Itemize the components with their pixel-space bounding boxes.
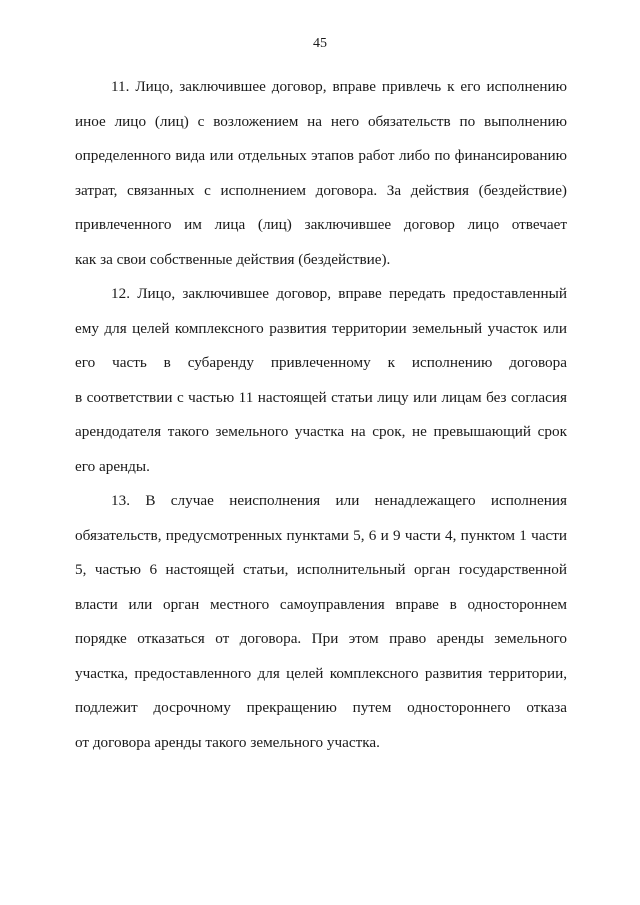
- text-line: его аренды.: [75, 457, 150, 475]
- text-line: 11. Лицо, заключившее договор, вправе привлечь к его исполнению: [111, 78, 567, 95]
- text-line: определенного вида или отдельных этапов работ либо по финансированию: [75, 147, 567, 164]
- paragraph-12: [75, 277, 567, 484]
- text-line: 12. Лицо, заключившее договор, вправе передать предоставленный: [111, 285, 567, 302]
- text-line: порядке отказаться от договора. При этом право аренды земельного: [75, 630, 567, 647]
- text-line: иное лицо (лиц) с возложением на него обязательств по выполнению: [75, 112, 567, 130]
- text-line: власти или орган местного самоуправления вправе в одностороннем: [75, 595, 567, 613]
- text-line: 13. В случае неисполнения или ненадлежащего исполнения: [111, 492, 567, 509]
- text-line: в соответствии с частью 11 настоящей статьи лицу или лицам без согласия: [75, 388, 567, 406]
- document-body: [75, 70, 567, 760]
- paragraph-13: [75, 484, 567, 760]
- text-line: подлежит досрочному прекращению путем одностороннего отказа: [75, 699, 567, 716]
- text-line: его часть в субаренду привлеченному к исполнению договора: [75, 354, 567, 371]
- text-line: арендодателя такого земельного участка на срок, не превышающий срок: [75, 423, 567, 440]
- text-line: ему для целей комплексного развития территории земельный участок или: [75, 319, 567, 337]
- paragraph-11: [75, 70, 567, 277]
- text-line: участка, предоставленного для целей комплексного развития территории,: [75, 664, 567, 682]
- text-line: обязательств, предусмотренных пунктами 5, 6 и 9 части 4, пунктом 1 части: [75, 526, 567, 544]
- text-line: затрат, связанных с исполнением договора. За действия (бездействие): [75, 181, 567, 199]
- text-line: как за свои собственные действия (бездействие).: [75, 250, 391, 268]
- text-line: привлеченного им лица (лиц) заключившее договор лицо отвечает: [75, 216, 567, 233]
- text-line: от договора аренды такого земельного участка.: [75, 733, 380, 751]
- text-line: 5, частью 6 настоящей статьи, исполнительный орган государственной: [75, 561, 567, 578]
- page-number: 45: [313, 36, 327, 51]
